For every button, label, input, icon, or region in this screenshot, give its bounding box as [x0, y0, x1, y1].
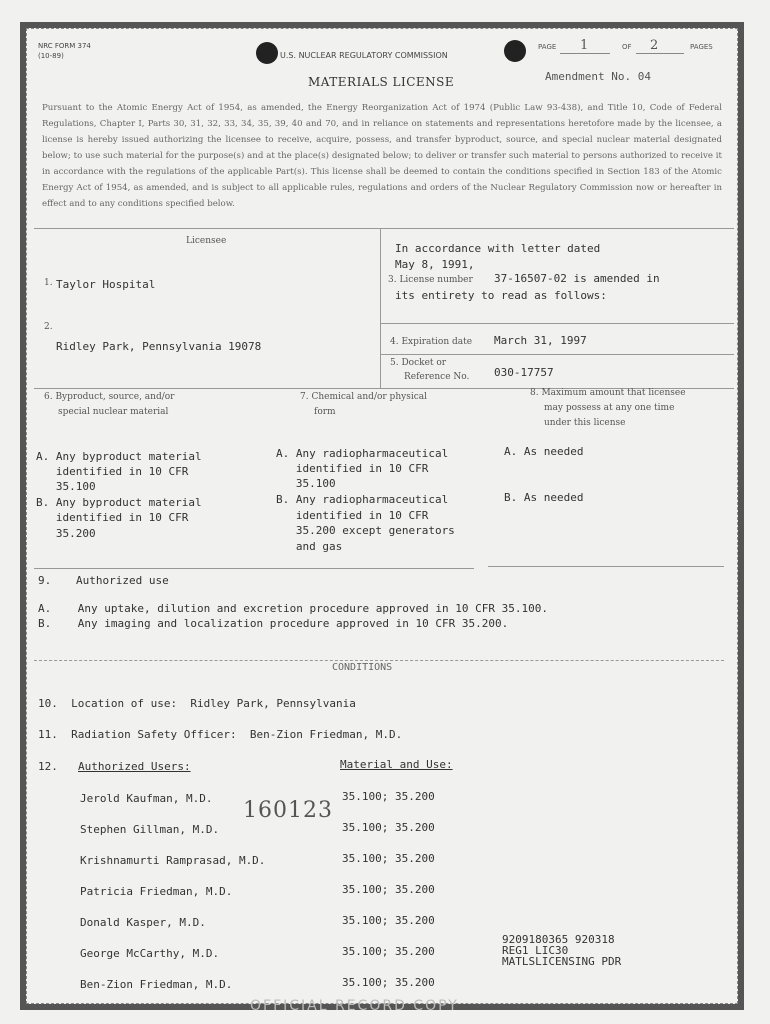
- punch-hole-right: [504, 40, 526, 62]
- material-b-line2: identified in 10 CFR: [36, 511, 189, 524]
- letter-line1: In accordance with letter dated: [395, 242, 601, 255]
- authorized-users-label: Authorized Users:: [78, 760, 191, 773]
- user-use: 35.100; 35.200: [342, 821, 435, 834]
- form-a-line1: A. Any radiopharmaceutical: [276, 447, 449, 460]
- material-a-line2: identified in 10 CFR: [36, 465, 189, 478]
- total-underline: [636, 53, 684, 54]
- rule-expiration: [380, 354, 734, 355]
- form-a-line3: 35.100: [276, 477, 336, 490]
- user-name: Jerold Kaufman, M.D.: [80, 792, 213, 805]
- user-use: 35.100; 35.200: [342, 976, 435, 989]
- letter-line2: May 8, 1991,: [395, 258, 475, 271]
- condition-10-location: 10. Location of use: Ridley Park, Pennsylvania: [38, 697, 356, 710]
- user-use: 35.100; 35.200: [342, 883, 435, 896]
- user-name: Krishnamurti Ramprasad, M.D.: [80, 854, 266, 867]
- conditions-header: CONDITIONS: [332, 662, 393, 673]
- letter-line4: its entirety to read as follows:: [395, 289, 607, 302]
- user-name: Donald Kasper, M.D.: [80, 916, 206, 929]
- licensee-address: Ridley Park, Pennsylvania 19078: [56, 340, 262, 353]
- rule-materials-left: [34, 568, 474, 569]
- expiration-date: March 31, 1997: [494, 334, 587, 347]
- form-b-line3: 35.200 except generators: [276, 524, 455, 537]
- amount-a: A. As needed: [504, 445, 584, 458]
- pdr-line3: MATLSLICENSING PDR: [502, 955, 622, 968]
- rule-materials-right: [488, 566, 724, 567]
- page-label: PAGE: [538, 43, 557, 51]
- authorized-use-a: A. Any uptake, dilution and excretion procedure approved in 10 CFR 35.100.: [38, 602, 548, 615]
- item12-number: 12.: [38, 760, 58, 773]
- amount-b: B. As needed: [504, 491, 584, 504]
- rule-license: [380, 323, 734, 324]
- table-top-rule: [34, 228, 734, 229]
- material-and-use-label: Material and Use:: [340, 758, 453, 771]
- table-divider: [380, 228, 381, 388]
- docket-label-1: 5. Docket or: [390, 358, 447, 368]
- page-underline: [560, 53, 610, 54]
- docket-number: 030-17757: [494, 366, 554, 379]
- col8-header-2: may possess at any one time: [544, 403, 675, 413]
- pages-label: PAGES: [690, 43, 713, 51]
- amendment-number: Amendment No. 04: [545, 70, 651, 83]
- document-title: MATERIALS LICENSE: [308, 75, 455, 89]
- footer-record-copy: OFFICIAL RECORD COPY: [250, 998, 459, 1014]
- page-total: 2: [650, 38, 659, 53]
- col6-header-2: special nuclear material: [58, 407, 169, 417]
- item1-number: 1.: [44, 278, 53, 288]
- preamble-text: Pursuant to the Atomic Energy Act of 1954, as amended, the Energy Reorganization Act of 1974 (Public Law 93-438), and Title 10, Code of Federal Regulations, Chapter I, Parts 30, 31, 32, 33, 34, 35, 39, 40 and 70, and in reliance on statements and representations heretofore made by the licensee, a license is hereby issued authorizing the licensee to receive, acquire, possess, and transfer byproduct, source, and special nuclear material designated below; to use such material for the purpose(s) and at the place(s) designated below; to deliver or transfer such material to persons authorized to receive it in accordance with the regulations of the applicable Part(s). This license shall be deemed to contain the conditions specified in Section 183 of the Atomic Energy Act of 1954, as amended, and is subject to all applicable rules, regulations and orders of the Nuclear Regulatory Commission now or hereafter in effect and to any conditions specified below.: [42, 103, 722, 209]
- user-use: 35.100; 35.200: [342, 914, 435, 927]
- user-name: George McCarthy, M.D.: [80, 947, 220, 960]
- docket-label-2: Reference No.: [404, 372, 470, 382]
- punch-hole-left: [256, 42, 278, 64]
- authorized-use-b: B. Any imaging and localization procedure approved in 10 CFR 35.200.: [38, 617, 509, 630]
- form-date: (10-89): [38, 52, 64, 60]
- col8-header-3: under this license: [544, 418, 626, 428]
- user-name: Patricia Friedman, M.D.: [80, 885, 233, 898]
- col8-header-1: 8. Maximum amount that licensee: [530, 388, 686, 398]
- user-use: 35.100; 35.200: [342, 790, 435, 803]
- agency-name: U.S. NUCLEAR REGULATORY COMMISSION: [280, 51, 448, 60]
- authorized-use-label: Authorized use: [76, 574, 169, 587]
- form-a-line2: identified in 10 CFR: [276, 462, 429, 475]
- form-b-line2: identified in 10 CFR: [276, 509, 429, 522]
- user-use: 35.100; 35.200: [342, 945, 435, 958]
- licensee-header: Licensee: [186, 236, 227, 246]
- form-b-line1: B. Any radiopharmaceutical: [276, 493, 449, 506]
- pdr-line1: 9209180365 920318: [502, 933, 615, 946]
- condition-11-rso: 11. Radiation Safety Officer: Ben-Zion Friedman, M.D.: [38, 728, 403, 741]
- licensee-name: Taylor Hospital: [56, 278, 156, 291]
- pdr-line2: REG1 LIC30: [502, 944, 569, 957]
- page-number: 1: [580, 38, 589, 53]
- col7-header-2: form: [314, 407, 336, 417]
- material-a-line3: 35.100: [36, 480, 96, 493]
- license-number: 37-16507-02 is amended in: [494, 272, 660, 285]
- license-number-label: 3. License number: [388, 275, 473, 285]
- user-name: Ben-Zion Friedman, M.D.: [80, 978, 233, 991]
- rule-conditions: [34, 660, 724, 661]
- item2-number: 2.: [44, 322, 53, 332]
- form-b-line4: and gas: [276, 540, 343, 553]
- material-b-line1: B. Any byproduct material: [36, 496, 202, 509]
- material-b-line3: 35.200: [36, 527, 96, 540]
- expiration-label: 4. Expiration date: [390, 337, 473, 347]
- material-a-line1: A. Any byproduct material: [36, 450, 202, 463]
- of-label: OF: [622, 43, 632, 51]
- col7-header-1: 7. Chemical and/or physical: [300, 392, 427, 402]
- form-number: NRC FORM 374: [38, 42, 91, 50]
- user-use: 35.100; 35.200: [342, 852, 435, 865]
- item9-number: 9.: [38, 574, 52, 587]
- col6-header-1: 6. Byproduct, source, and/or: [44, 392, 175, 402]
- document-stamp-number: 160123: [243, 798, 333, 823]
- user-name: Stephen Gillman, M.D.: [80, 823, 220, 836]
